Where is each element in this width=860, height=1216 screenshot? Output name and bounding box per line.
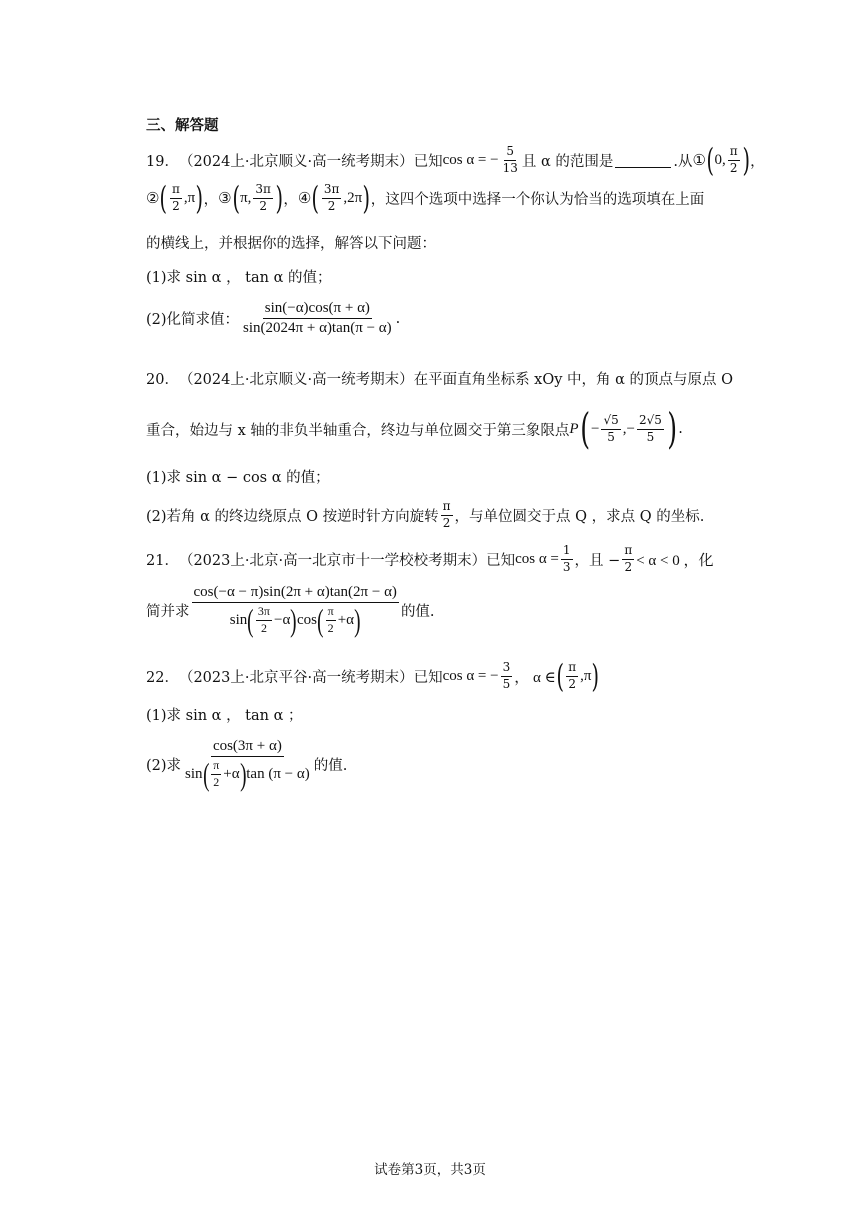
question-text: 在平面直角坐标系 xOy 中，角 α 的顶点与原点 O [413, 372, 734, 388]
right-paren: ) [290, 602, 297, 639]
fraction-numerator: 5 [504, 145, 516, 161]
left-paren: ( [317, 602, 324, 639]
question-19-line-3: 的横线上，并根据你的选择，解答以下问题： [146, 236, 436, 252]
fraction-3pi-over-2: $\frac{3\pi}{2}$ [257, 603, 270, 635]
fraction [501, 145, 520, 176]
fraction [637, 414, 664, 445]
left-paren: ( [706, 141, 714, 179]
right-paren: ) [742, 141, 750, 179]
math-expression: cos α = − [442, 151, 499, 168]
fraction-expression [183, 738, 312, 793]
right-paren: ) [362, 179, 371, 217]
question-number: 20． [146, 372, 179, 388]
question-source: （2023上·北京·高一北京市十一学校校考期末） [178, 552, 487, 569]
math-expression: cos α = [515, 550, 559, 567]
question-20-line-2: 重合，始边与 x 轴的非负半轴重合，终边与单位圆交于第三象限点 P ( − $\frac{√5}{5}$ ,− $\frac{2√5}{5}$ ) . [146, 404, 683, 453]
question-20-line-1 [146, 368, 733, 389]
question-text: (2)求 [146, 757, 182, 774]
left-paren: ( [579, 404, 590, 453]
fraction-denominator: 13 [502, 160, 518, 175]
fraction-pi-over-2: $\frac{\pi}{2}$ [568, 659, 577, 691]
question-19-line-1: 19． （2024上·北京顺义·高一统考期末） 已知 cos α = − $\frac{5}{13}$ 且 α 的范围是 .从 ① ( 0, $\frac{\pi}{2}$ ) ， [146, 141, 765, 179]
question-text: 的值. [313, 757, 348, 774]
right-paren: ) [275, 179, 283, 217]
math-expression: ， α ∈ [514, 669, 556, 686]
answer-blank[interactable] [615, 153, 671, 168]
point-label: P [569, 420, 579, 437]
fraction-expression [241, 300, 394, 338]
question-22-line-1: 22． （2023上·北京平谷·高一统考期末） 已知 cos α = − $\frac{3}{5}$ ， α ∈ ( $\frac{\pi}{2}$ ,π ) [146, 657, 600, 695]
question-text: 简并求 [146, 603, 190, 620]
question-number: 19． [146, 153, 179, 170]
question-source: （2023上·北京平谷·高一统考期末） [178, 669, 414, 686]
fraction-expression [192, 584, 399, 639]
fraction-3pi-over-2: $\frac{3\pi}{2}$ [255, 181, 271, 213]
part-label: (2)化简求值： [146, 312, 240, 329]
fraction [601, 414, 620, 445]
question-text: < α < 0 ，化 [636, 552, 714, 569]
question-text: ，且 − [574, 552, 621, 569]
fraction-denominator: sin ( $\frac{3\pi}{2}$ −α ) cos ( $\frac{\pi}{2}$ +α ) [229, 602, 361, 639]
question-19-part-2: (2)化简求值： $\frac{\sin(-\alpha)\cos(\pi + \alpha)}{\sin(2024\pi + \alpha)\tan(\pi - \alpha)}$ . [146, 300, 401, 337]
fraction-3pi-over-2: $\frac{3\pi}{2}$ [323, 181, 340, 213]
question-number: 22． [146, 669, 179, 686]
math-expression: cos α = − [442, 667, 499, 684]
fraction-numerator: 2√5 [637, 414, 664, 430]
left-paren: ( [247, 602, 254, 639]
sin-label: sin [185, 765, 203, 782]
right-paren: ) [239, 756, 247, 793]
fraction-denominator: 5 [646, 429, 655, 444]
fraction-numerator: sin(−α)cos(π + α) [263, 300, 372, 319]
fraction [501, 661, 513, 692]
option-3-marker: ③ [218, 189, 232, 207]
option-3-interval: π, [240, 189, 252, 206]
question-text: 且 α 的范围是 [521, 153, 614, 170]
question-text: 已知 [413, 669, 443, 686]
section-title: 三、解答题 [146, 117, 219, 134]
fraction-numerator: 1 [561, 544, 573, 560]
page-footer: 试卷第3页，共3页 [374, 1162, 486, 1178]
fraction-denominator: 5 [502, 676, 511, 691]
question-text: 重合，始边与 x 轴的非负半轴重合，终边与单位圆交于第三象限点 [146, 422, 570, 439]
question-text: ，这四个选项中选择一个你认为恰当的选项填在上面 [370, 191, 705, 208]
fraction-pi-over-2: $\frac{\pi}{2}$ [624, 543, 633, 574]
tan-expression: tan (π − α) [246, 765, 310, 782]
fraction-numerator: cos(−α − π)sin(2π + α)tan(2π − α) [192, 584, 399, 603]
question-22-part-1: (1)求 sin α ， tan α ； [146, 708, 303, 724]
fraction-numerator: √5 [601, 414, 620, 430]
right-paren: ) [354, 602, 361, 639]
question-source: （2024上·北京顺义·高一统考期末） [178, 372, 414, 388]
fraction-pi-over-2: $\frac{\pi}{2}$ [729, 143, 738, 175]
fraction-pi-over-2: $\frac{\pi}{2}$ [442, 499, 451, 530]
fraction-pi-over-2: $\frac{\pi}{2}$ [327, 603, 334, 635]
fraction-denominator: sin ( $\frac{\pi}{2}$ +α ) tan (π − α) [185, 756, 310, 793]
left-paren: ( [311, 179, 320, 217]
option-2-interval: ,π [183, 189, 196, 206]
option-1-marker: ① [692, 151, 706, 169]
question-number: 21． [146, 552, 179, 569]
question-19-part-1: (1)求 sin α ， tan α 的值； [146, 270, 332, 286]
fraction-numerator: 3 [501, 661, 513, 677]
question-text: 的值. [400, 603, 435, 620]
question-text: (2)若角 α 的终边绕原点 O 按逆时针方向旋转 [146, 508, 439, 525]
question-19-line-2: ② ( $\frac{\pi}{2}$ ,π ) ， ③ ( π, $\frac{3\pi}{2}$ ) ， ④ ( $\frac{3\pi}{2}$ ,2π ) ，这四个选项中选择一个你认为恰当的选项填在上面 [146, 179, 705, 217]
option-1-interval: 0, [714, 151, 726, 168]
question-22-part-2 [146, 738, 348, 793]
option-4-interval: ,2π [343, 189, 363, 206]
fraction-numerator: cos(3π + α) [211, 738, 284, 757]
question-21-line-2 [146, 584, 435, 639]
question-20-part-2 [146, 500, 704, 531]
fraction-denominator: sin(2024π + α)tan(π − α) [243, 320, 392, 337]
question-source: （2024上·北京顺义·高一统考期末） [178, 153, 414, 170]
option-4-marker: ④ [297, 189, 312, 207]
fraction-denominator: 3 [562, 559, 571, 574]
left-paren: ( [232, 179, 240, 217]
fraction-pi-over-2: $\frac{\pi}{2}$ [213, 757, 220, 789]
fraction-denominator: 5 [607, 429, 615, 444]
question-text: 已知 [486, 552, 516, 569]
question-20-part-1: (1)求 sin α − cos α 的值； [146, 470, 330, 486]
left-paren: ( [159, 179, 168, 217]
option-2-marker: ② [146, 189, 160, 207]
right-paren: ) [195, 179, 204, 217]
question-text: .从 [673, 153, 693, 170]
right-paren: ) [667, 404, 677, 453]
left-paren: ( [556, 657, 564, 695]
question-text: ，与单位圆交于点 Q ，求点 Q 的坐标. [454, 508, 705, 525]
fraction-pi-over-2: $\frac{\pi}{2}$ [171, 181, 180, 213]
left-paren: ( [202, 756, 210, 793]
sin-label: sin [229, 611, 248, 628]
question-21-line-1 [146, 544, 713, 575]
fraction [561, 544, 573, 575]
cos-label: cos [296, 611, 317, 628]
question-text: 已知 [413, 153, 443, 170]
right-paren: ) [591, 657, 600, 695]
